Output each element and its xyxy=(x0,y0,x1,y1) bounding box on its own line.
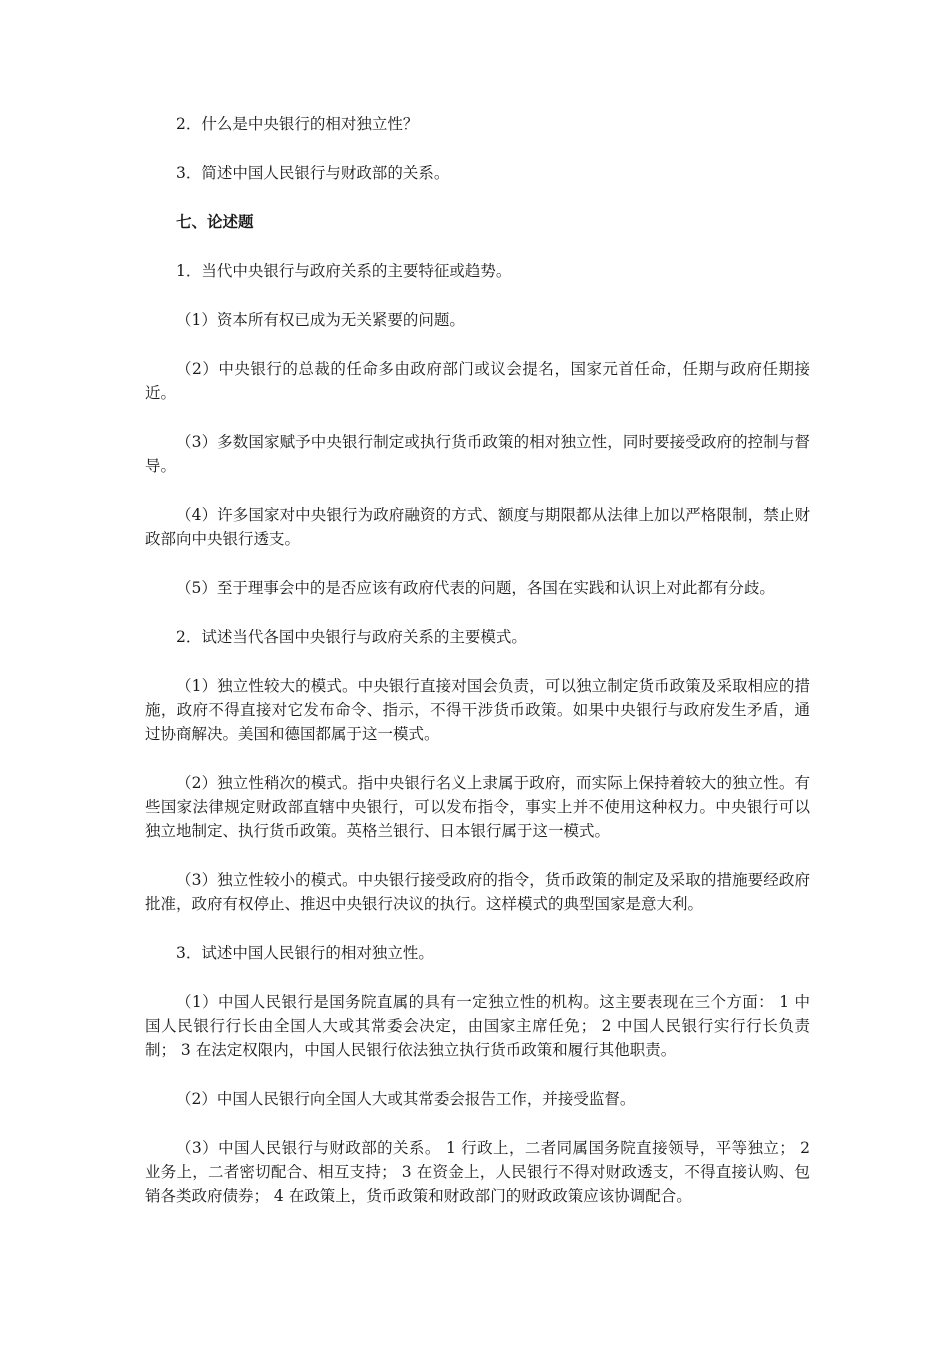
answer-2-point-1: （1）独立性较大的模式。中央银行直接对国会负责，可以独立制定货币政策及采取相应的措施，政府不得直接对它发布命令、指示，不得干涉货币政策。如果中央银行与政府发生矛盾，通过协商解决。美国和德国都属于这一模式。 xyxy=(145,677,810,743)
question-3: 3．简述中国人民银行与财政部的关系。 xyxy=(176,164,450,182)
answer-3-point-1: （1）中国人民银行是国务院直属的具有一定独立性的机构。这主要表现在三个方面： 1 中国人民银行行长由全国人大或其常委会决定，由国家主席任免； 2 中国人民银行实行行长负责制； 3 在法定权限内，中国人民银行依法独立执行货币政策和履行其他职责。 xyxy=(145,993,810,1059)
answer-3-point-3: （3）中国人民银行与财政部的关系。 1 行政上，二者同属国务院直接领导，平等独立； 2 业务上，二者密切配合、相互支持； 3 在资金上，人民银行不得对财政透支，不得直接认购、包销各类政府债券； 4 在政策上，货币政策和财政部门的财政政策应该协调配合。 xyxy=(145,1139,810,1205)
essay-question-2: 2．试述当代各国中央银行与政府关系的主要模式。 xyxy=(176,628,527,646)
answer-3-point-2: （2）中国人民银行向全国人大或其常委会报告工作，并接受监督。 xyxy=(176,1090,636,1108)
essay-question-1: 1．当代中央银行与政府关系的主要特征或趋势。 xyxy=(176,262,512,280)
answer-1-point-1: （1）资本所有权已成为无关紧要的问题。 xyxy=(176,311,465,329)
answer-2-point-3: （3）独立性较小的模式。中央银行接受政府的指令，货币政策的制定及采取的措施要经政府批准，政府有权停止、推迟中央银行决议的执行。这样模式的典型国家是意大利。 xyxy=(145,871,810,913)
answer-1-point-4: （4）许多国家对中央银行为政府融资的方式、额度与期限都从法律上加以严格限制，禁止财政部向中央银行透支。 xyxy=(145,506,810,548)
answer-1-point-5: （5）至于理事会中的是否应该有政府代表的问题，各国在实践和认识上对此都有分歧。 xyxy=(176,579,775,597)
section-heading: 七、论述题 xyxy=(176,212,254,231)
document-page xyxy=(145,112,810,1233)
answer-1-point-3: （3）多数国家赋予中央银行制定或执行货币政策的相对独立性，同时要接受政府的控制与督导。 xyxy=(145,433,810,475)
question-2: 2．什么是中央银行的相对独立性？ xyxy=(176,115,419,133)
essay-question-3: 3．试述中国人民银行的相对独立性。 xyxy=(176,944,434,962)
answer-1-point-2: （2）中央银行的总裁的任命多由政府部门或议会提名，国家元首任命，任期与政府任期接近。 xyxy=(145,360,810,402)
answer-2-point-2: （2）独立性稍次的模式。指中央银行名义上隶属于政府，而实际上保持着较大的独立性。有些国家法律规定财政部直辖中央银行，可以发布指令，事实上并不使用这种权力。中央银行可以独立地制定、执行货币政策。英格兰银行、日本银行属于这一模式。 xyxy=(145,774,810,840)
